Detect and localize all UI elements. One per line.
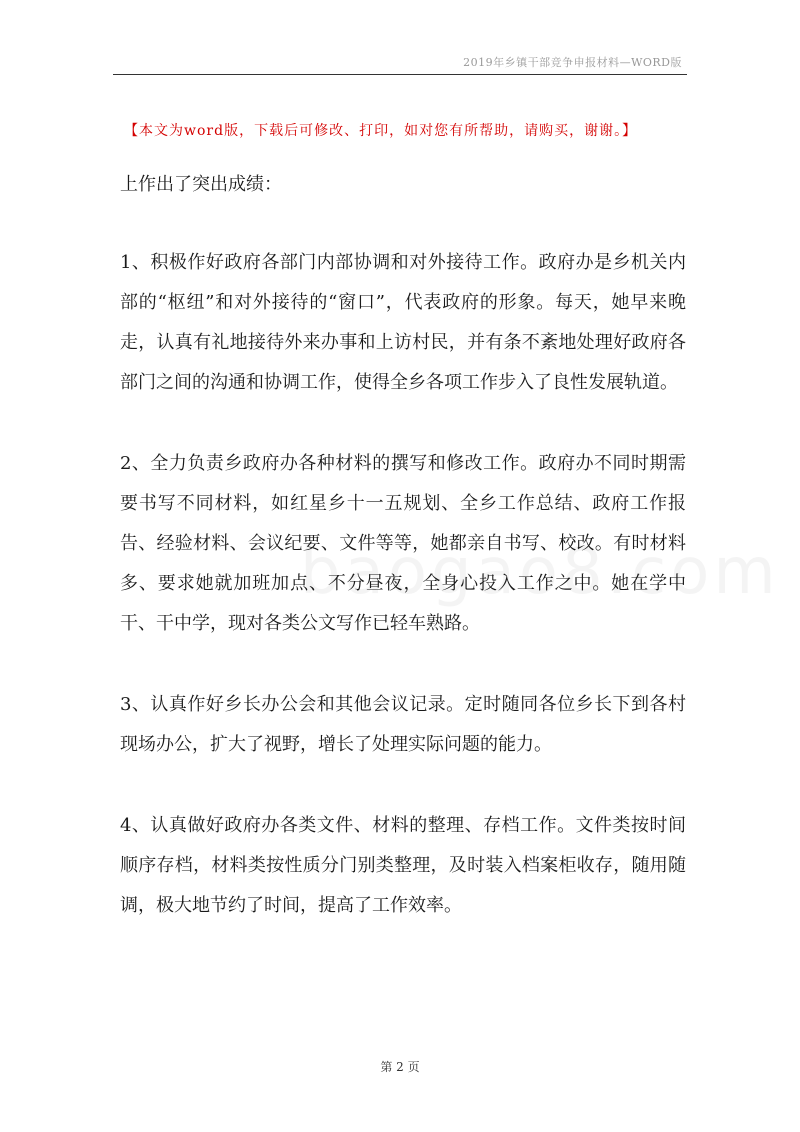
document-body	[120, 165, 686, 967]
paragraph-item-4: 4、认真做好政府办各类文件、材料的整理、存档工作。文件类按时间顺序存档，材料类按性质分门别类整理，及时装入档案柜收存，随用随调，极大地节约了时间，提高了工作效率。	[120, 815, 686, 916]
header-rule	[113, 74, 687, 75]
page-number: 第 2 页	[380, 1060, 420, 1074]
header-title: 2019年乡镇干部竞争申报材料—WORD版	[463, 56, 682, 69]
paragraph-item-2: 2、全力负责乡政府办各种材料的撰写和修改工作。政府办不同时期需要书写不同材料，如红星乡十一五规划、全乡工作总结、政府工作报告、经验材料、会议纪要、文件等等，她都亲自书写、校改。有时材料多、要求她就加班加点、不分昼夜，全身心投入工作之中。她在学中干、干中学，现对各类公文写作已轻车熟路。	[120, 453, 686, 634]
intro-paragraph: 上作出了突出成绩：	[120, 174, 282, 195]
purchase-notice: 【本文为word版，下载后可修改、打印，如对您有所帮助，请购买，谢谢。】	[124, 123, 638, 139]
paragraph-item-1: 1、积极作好政府各部门内部协调和对外接待工作。政府办是乡机关内部的“枢纽”和对外接待的“窗口”，代表政府的形象。每天，她早来晚走，认真有礼地接待外来办事和上访村民，并有条不紊地处理好政府各部门之间的沟通和协调工作，使得全乡各项工作步入了良性发展轨道。	[120, 252, 686, 393]
paragraph-item-3: 3、认真作好乡长办公会和其他会议记录。定时随同各位乡长下到各村现场办公，扩大了视野，增长了处理实际问题的能力。	[120, 694, 686, 755]
